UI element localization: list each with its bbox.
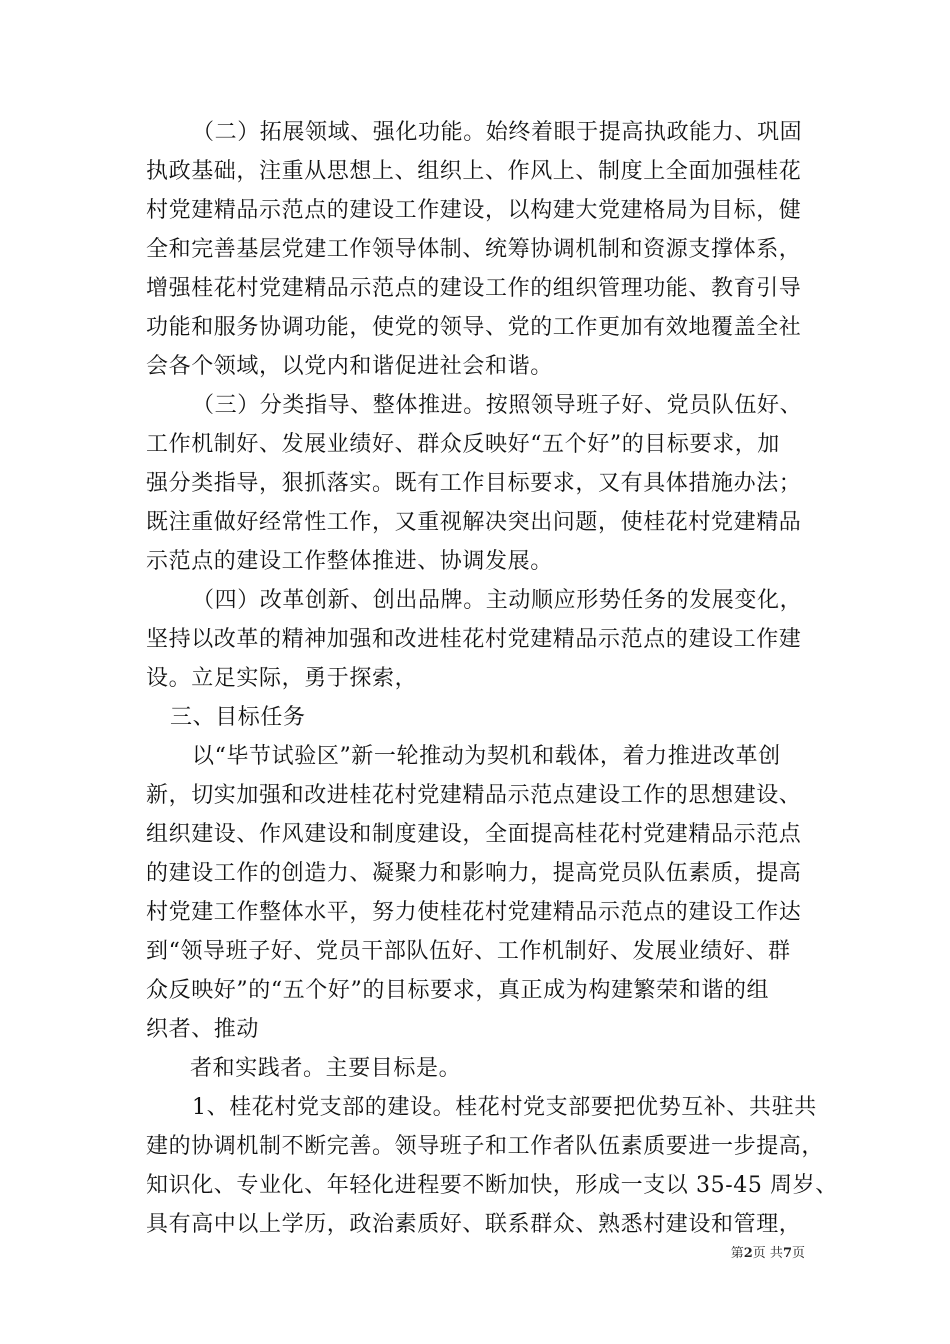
text-line: 众反映好”的“五个好”的目标要求，真正成为构建繁荣和谐的组: [146, 978, 770, 1003]
text-line: 知识化、专业化、年轻化进程要不断加快，形成一支以 35-45 周岁、: [146, 1173, 838, 1198]
text-line: 村党建工作整体水平，努力使桂花村党建精品示范点的建设工作达: [146, 900, 802, 925]
text-line: 1、桂花村党支部的建设。桂花村党支部要把优势互补、共驻共: [192, 1095, 817, 1120]
text-line: 增强桂花村党建精品示范点的建设工作的组织管理功能、教育引导: [146, 276, 802, 301]
text-line: 全和完善基层党建工作领导体制、统筹协调机制和资源支撑体系，: [146, 237, 802, 262]
text-line: 到“领导班子好、党员干部队伍好、工作机制好、发展业绩好、群: [146, 939, 791, 964]
text-line: （三）分类指导、整体推进。按照领导班子好、党员队伍好、: [192, 393, 803, 418]
footer-prefix: 第: [730, 1246, 744, 1261]
text-line: （二）拓展领域、强化功能。始终着眼于提高执政能力、巩固: [192, 120, 803, 145]
footer-middle: 页 共: [752, 1246, 783, 1261]
text-line: 会各个领域，以党内和谐促进社会和谐。: [146, 354, 553, 379]
text-line: 建的协调机制不断完善。领导班子和工作者队伍素质要进一步提高，: [146, 1134, 825, 1159]
section-heading: 三、目标任务: [170, 705, 306, 730]
page-number-footer: [731, 1245, 805, 1263]
text-line: 织者、推动: [146, 1017, 260, 1042]
text-line: 组织建设、作风建设和制度建设，全面提高桂花村党建精品示范点: [146, 822, 802, 847]
footer-suffix: 页: [791, 1246, 805, 1261]
text-line: 的建设工作的创造力、凝聚力和影响力，提高党员队伍素质，提高: [146, 861, 802, 886]
text-line: 功能和服务协调功能，使党的领导、党的工作更加有效地覆盖全社: [146, 315, 802, 340]
total-page-number: 7: [782, 1246, 792, 1261]
text-line: 示范点的建设工作整体推进、协调发展。: [146, 549, 553, 574]
text-line: 者和实践者。主要目标是。: [190, 1056, 462, 1081]
text-line: 坚持以改革的精神加强和改进桂花村党建精品示范点的建设工作建: [146, 627, 802, 652]
text-line: 新，切实加强和改进桂花村党建精品示范点建设工作的思想建设、: [146, 783, 802, 808]
text-line: 强分类指导，狠抓落实。既有工作目标要求，又有具体措施办法；: [146, 471, 802, 496]
text-line: 执政基础，注重从思想上、组织上、作风上、制度上全面加强桂花: [146, 159, 802, 184]
text-line: 既注重做好经常性工作，又重视解决突出问题，使桂花村党建精品: [146, 510, 802, 535]
text-line: 村党建精品示范点的建设工作建设，以构建大党建格局为目标，健: [146, 198, 802, 223]
text-line: 具有高中以上学历，政治素质好、联系群众、熟悉村建设和管理，: [146, 1212, 802, 1237]
text-line: （四）改革创新、创出品牌。主动顺应形势任务的发展变化，: [192, 588, 803, 613]
text-line: 以“毕节试验区”新一轮推动为契机和载体，着力推进改革创: [192, 744, 781, 769]
current-page-number: 2: [743, 1246, 753, 1261]
text-line: 设。立足实际，勇于探索，: [146, 666, 418, 691]
text-line: 工作机制好、发展业绩好、群众反映好“五个好”的目标要求，加: [146, 432, 780, 457]
